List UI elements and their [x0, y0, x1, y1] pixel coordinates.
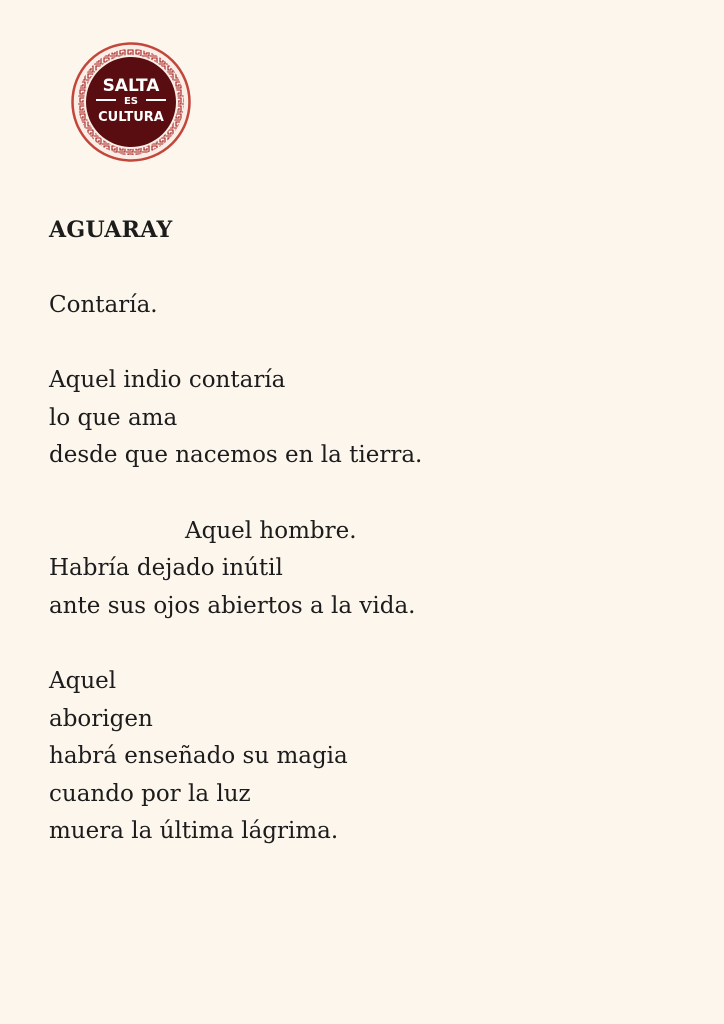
logo-emblem — [70, 41, 192, 163]
poem-line-indented: Aquel hombre. — [185, 517, 357, 544]
poem-line: Habría dejado inútil — [49, 555, 283, 582]
stanza-4 — [49, 663, 689, 851]
poem-line: cuando por la luz — [49, 780, 251, 807]
poem-line: habrá enseñado su magia — [49, 743, 348, 770]
logo-text-salta: SALTA — [102, 76, 160, 96]
poem-line: lo que ama — [49, 404, 178, 431]
logo-text-cultura: CULTURA — [98, 110, 164, 125]
poem-line: muera la última lágrima. — [49, 818, 339, 845]
poem-title: AGUARAY — [49, 217, 173, 243]
poem-line: Aquel — [49, 667, 117, 694]
poem-line: Aquel indio contaría — [49, 367, 286, 394]
poem — [49, 213, 689, 851]
stanza-3 — [49, 513, 689, 626]
logo-text-es: ES — [123, 96, 139, 107]
stanza-2 — [49, 362, 689, 475]
stanza-1 — [49, 287, 689, 325]
poem-line: aborigen — [49, 705, 153, 732]
poem-line: desde que nacemos en la tierra. — [49, 442, 423, 469]
poem-line: Contaría. — [49, 292, 158, 318]
salta-es-cultura-logo — [70, 41, 192, 163]
poem-line: ante sus ojos abiertos a la vida. — [49, 592, 416, 619]
